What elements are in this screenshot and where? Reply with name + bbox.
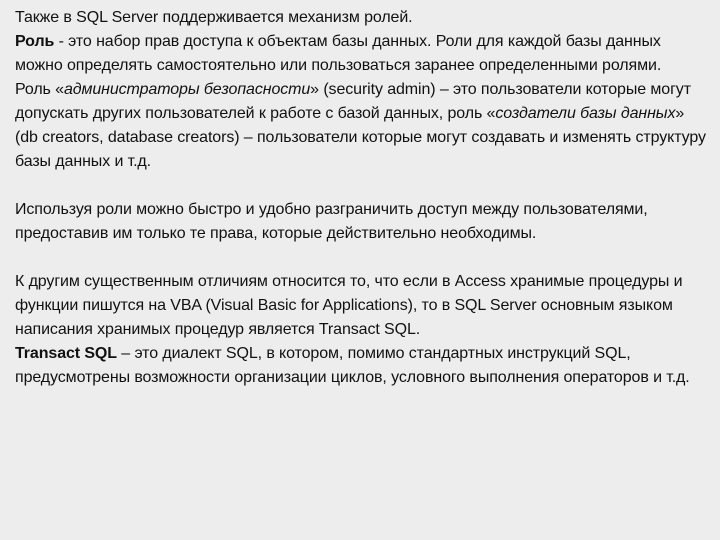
transact-sql-definition: – это диалект SQL, в котором, помимо стандартных инструкций SQL, предусмотрены возможности организации циклов, условного выполнения операторов и т.д.: [15, 345, 690, 386]
paragraph-roles: [15, 6, 706, 174]
access-control-text: Используя роли можно быстро и удобно разграничить доступ между пользователями, предоставив им только те права, которые действительно необходимы.: [15, 201, 648, 242]
security-admin-description: » (security admin) – это пользователи которые могут допускать других пользователей к работе с базой данных, роль «: [15, 81, 691, 122]
roles-examples-intro: Роль «: [15, 81, 64, 98]
security-admin-term: администраторы безопасности: [63, 81, 311, 98]
paragraph-gap: [15, 174, 706, 198]
db-creators-term: создатели базы данных: [495, 105, 676, 122]
roles-intro-line: Также в SQL Server поддерживается механизм ролей.: [15, 9, 413, 26]
paragraph-transact-sql: [15, 270, 706, 390]
stored-procedures-text: К другим существенным отличиям относится то, что если в Access хранимые процедуры и функции пишутся на VBA (Visual Basic for Applications), то в SQL Server основным языком написания хранимых процедур является Transact SQL.: [15, 273, 683, 338]
paragraph-access-control: [15, 198, 706, 246]
transact-sql-term: Transact SQL: [15, 345, 117, 362]
role-definition: - это набор прав доступа к объектам базы данных. Роли для каждой базы данных можно определять самостоятельно или пользоваться заранее определенными ролями.: [15, 33, 662, 74]
role-term: Роль: [15, 33, 55, 50]
paragraph-gap: [15, 246, 706, 270]
db-creators-description: » (db creators, database creators) – пользователи которые могут создавать и изменять структуру базы данных и т.д.: [15, 105, 706, 170]
